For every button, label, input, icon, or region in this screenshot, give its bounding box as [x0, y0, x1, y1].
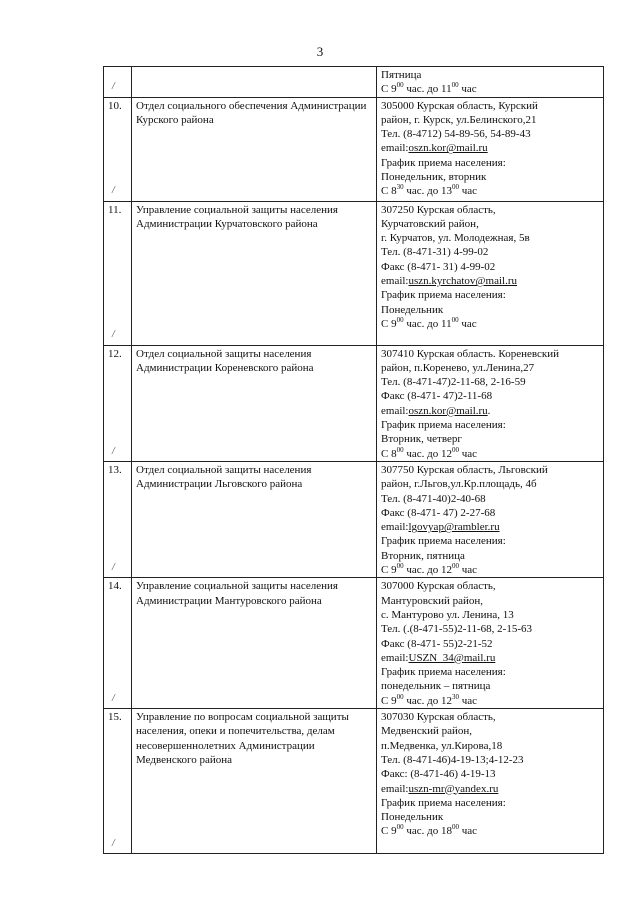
address-line: район, г. Курск, ул.Белинского,21 — [381, 113, 537, 126]
department-name-cell — [132, 201, 377, 345]
address-line: 307000 Курская область, — [381, 580, 496, 593]
schedule-line: График приема населения: — [381, 796, 506, 809]
department-name-cell — [132, 345, 377, 461]
address-line: 307750 Курская область, Льговский — [381, 463, 548, 476]
department-name-cell — [132, 578, 377, 709]
email-link[interactable]: lgovyap@rambler.ru — [408, 521, 500, 534]
schedule-line: Вторник, четверг — [381, 433, 462, 446]
address-line: Тел. (8-4712) 54-89-56, 54-89-43 — [381, 128, 531, 141]
schedule-line: Понедельник, вторник — [381, 171, 487, 184]
row-number-cell — [104, 201, 132, 345]
department-name-cell — [132, 97, 377, 201]
email-line — [381, 782, 599, 796]
table-row — [104, 461, 604, 577]
address-line: район, г.Льгов,ул.Кр.площадь, 4б — [381, 478, 537, 491]
schedule-line: График приема населения: — [381, 156, 506, 169]
row-number: 14. — [108, 580, 122, 593]
contact-info-cell — [377, 201, 604, 345]
table-row-continuation — [104, 67, 604, 98]
address-line: Факс (8-471- 47)2-11-68 — [381, 390, 493, 403]
row-number-cell — [104, 345, 132, 461]
table-row — [104, 345, 604, 461]
address-line: район, п.Коренево, ул.Ленина,27 — [381, 361, 535, 374]
table-row — [104, 201, 604, 345]
email-link[interactable]: oszn.kor@mail.ru — [408, 142, 488, 155]
department-name-cell — [132, 709, 377, 854]
contact-info-cell — [377, 461, 604, 577]
email-suffix: . — [487, 404, 491, 417]
schedule-line: Пятница — [381, 69, 422, 81]
row-number: 11. — [108, 203, 122, 216]
contact-info-cell — [377, 578, 604, 709]
address-line: Тел. (8-471-40)2-40-68 — [381, 492, 486, 505]
email-line — [381, 651, 599, 665]
schedule-line: Понедельник — [381, 303, 444, 316]
schedule-line: понедельник – пятница — [381, 680, 491, 693]
email-link[interactable]: uszn.kyrchatov@mail.ru — [408, 275, 517, 288]
reception-hours: С $9^{00}$ час. до $12^{00}$ час — [381, 562, 478, 577]
schedule-line: График приема населения: — [381, 289, 506, 302]
department-name-cell — [132, 461, 377, 577]
reception-hours: С $9^{00}$ час. до $11^{00}$ час — [381, 81, 477, 96]
address-line: 305000 Курская область, Курский — [381, 99, 538, 112]
row-number-cell — [104, 461, 132, 577]
table-row — [104, 578, 604, 709]
row-number: 12. — [108, 347, 122, 360]
schedule-line: Понедельник — [381, 811, 444, 824]
address-line: с. Мантурово ул. Ленина, 13 — [381, 608, 514, 621]
social-protection-table — [103, 66, 604, 854]
email-label: email: — [381, 521, 409, 534]
check-mark: / — [112, 445, 115, 457]
address-line: г. Курчатов, ул. Молодежная, 5в — [381, 232, 530, 245]
email-line — [381, 141, 599, 155]
email-label: email: — [381, 142, 409, 155]
reception-hours: С $9^{00}$ час. до $18^{00}$ час — [381, 823, 478, 838]
address-line: Тел. (8-471-31) 4-99-02 — [381, 246, 489, 259]
address-line: Факс (8-471- 55)2-21-52 — [381, 637, 493, 650]
contact-info-cell — [377, 97, 604, 201]
email-label: email: — [381, 651, 409, 664]
email-label: email: — [381, 782, 409, 795]
address-line: Курчатовский район, — [381, 217, 479, 230]
schedule-line: График приема населения: — [381, 535, 506, 548]
address-line: Факс (8-471- 47) 2-27-68 — [381, 506, 496, 519]
schedule-line: Вторник, пятница — [381, 549, 465, 562]
email-link[interactable]: oszn.kor@mail.ru — [408, 404, 488, 417]
address-line: 307250 Курская область, — [381, 203, 496, 216]
department-name: Отдел социальной защиты населения Администрации Кореневского района — [136, 347, 314, 374]
page-number: 3 — [316, 44, 324, 59]
table-row — [104, 709, 604, 854]
row-number: 15. — [108, 711, 122, 724]
row-number: 13. — [108, 463, 122, 476]
schedule-line: График приема населения: — [381, 666, 506, 679]
address-line: Факс (8-471- 31) 4-99-02 — [381, 260, 496, 273]
row-number-cell — [104, 578, 132, 709]
check-mark: / — [112, 562, 115, 574]
email-line — [381, 274, 599, 288]
reception-hours: С $8^{30}$ час. до $13^{00}$ час — [381, 183, 478, 198]
check-mark: / — [112, 837, 115, 849]
check-mark: / — [112, 185, 115, 197]
address-line: Тел. (8-471-46)4-19-13;4-12-23 — [381, 753, 524, 766]
address-line: Тел. (.(8-471-55)2-11-68, 2-15-63 — [381, 623, 532, 636]
email-link[interactable]: USZN_34@mail.ru — [408, 651, 496, 664]
check-mark: / — [112, 81, 115, 93]
email-link[interactable]: uszn-mr@yandex.ru — [408, 782, 499, 795]
schedule-line: График приема населения: — [381, 419, 506, 432]
check-mark: / — [112, 692, 115, 704]
email-line — [381, 520, 599, 534]
row-number-cell — [104, 67, 132, 98]
contact-info-cell — [377, 67, 604, 98]
contact-info-cell — [377, 709, 604, 854]
address-line: п.Медвенка, ул.Кирова,18 — [381, 739, 503, 752]
department-name-cell — [132, 67, 377, 98]
department-name: Управление по вопросам социальной защиты населения, опеки и попечительства, делам несовершеннолетних Администрации Медвенского района — [136, 711, 349, 766]
email-line — [381, 404, 599, 418]
row-number-cell — [104, 709, 132, 854]
check-mark: / — [112, 329, 115, 341]
reception-hours: С $9^{00}$ час. до $11^{00}$ час — [381, 315, 477, 330]
department-name: Отдел социального обеспечения Администрации Курского района — [136, 99, 367, 126]
address-line: Медвенский район, — [381, 725, 473, 738]
email-label: email: — [381, 275, 409, 288]
email-label: email: — [381, 404, 409, 417]
department-name: Управление социальной защиты населения Администрации Мантуровского района — [136, 580, 338, 607]
address-line: Тел. (8-471-47)2-11-68, 2-16-59 — [381, 376, 526, 389]
reception-hours: С $9^{00}$ час. до $12^{30}$ час — [381, 692, 478, 707]
address-line: Факс: (8-471-46) 4-19-13 — [381, 768, 496, 781]
row-number: 10. — [108, 99, 122, 112]
address-line: Мантуровский район, — [381, 594, 483, 607]
address-line: 307030 Курская область, — [381, 711, 496, 724]
row-number-cell — [104, 97, 132, 201]
contact-info-cell — [377, 345, 604, 461]
department-name: Управление социальной защиты населения Администрации Курчатовского района — [136, 203, 338, 230]
table-body — [104, 67, 604, 854]
table-row — [104, 97, 604, 201]
address-line: 307410 Курская область. Кореневский — [381, 347, 559, 360]
department-name: Отдел социальной защиты населения Администрации Льговского района — [136, 463, 312, 491]
reception-hours: С $8^{00}$ час. до $12^{00}$ час — [381, 445, 478, 460]
